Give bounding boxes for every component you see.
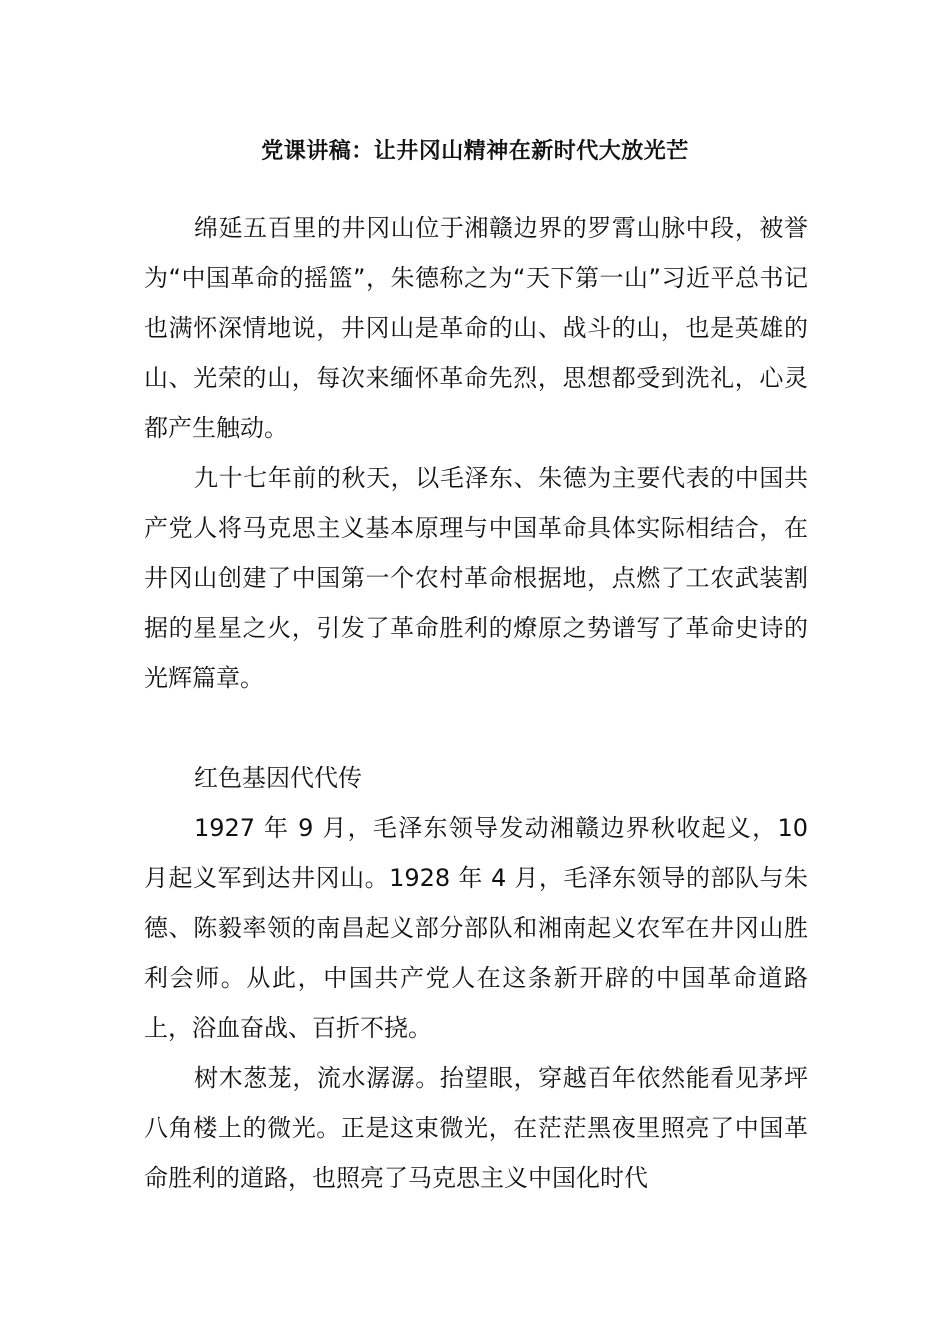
document-title: 党课讲稿：让井冈山精神在新时代大放光芒 xyxy=(261,139,689,164)
document-body xyxy=(144,203,808,1203)
paragraph-intro: 绵延五百里的井冈山位于湘赣边界的罗霄山脉中段，被誉为“中国革命的摇篮”，朱德称之为“天下第一山”习近平总书记也满怀深情地说，井冈山是革命的山、战斗的山，也是英雄的山、光荣的山，每次来缅怀革命先烈，思想都受到洗礼，心灵都产生触动。 xyxy=(144,214,808,442)
paragraph-light: 树木葱茏，流水潺潺。抬望眼，穿越百年依然能看见茅坪八角楼上的微光。正是这束微光，在茫茫黑夜里照亮了中国革命胜利的道路，也照亮了马克思主义中国化时代 xyxy=(144,1064,808,1192)
paragraph-history: 九十七年前的秋天，以毛泽东、朱德为主要代表的中国共产党人将马克思主义基本原理与中国革命具体实际相结合，在井冈山创建了中国第一个农村革命根据地，点燃了工农武装割据的星星之火，引发了革命胜利的燎原之势谱写了革命史诗的光辉篇章。 xyxy=(144,464,808,692)
paragraph-uprising: 1927 年 9 月，毛泽东领导发动湘赣边界秋收起义，10 月起义军到达井冈山。1928 年 4 月，毛泽东领导的部队与朱德、陈毅率领的南昌起义部分部队和湘南起义农军在井冈山胜利会师。从此，中国共产党人在这条新开辟的中国革命道路上，浴血奋战、百折不挠。 xyxy=(144,814,808,1042)
paragraph-spacer xyxy=(144,703,808,753)
section-heading: 红色基因代代传 xyxy=(194,764,362,792)
